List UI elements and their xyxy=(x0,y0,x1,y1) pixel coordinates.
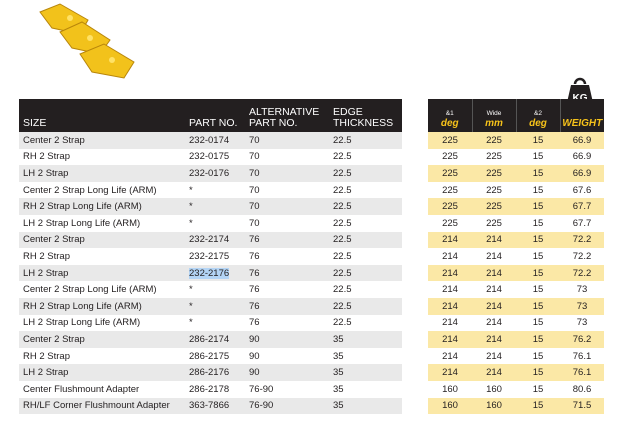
part-no-cell-text: * xyxy=(189,300,193,312)
edge-thickness-cell-text: 22.5 xyxy=(333,267,352,279)
angle2-cell: 15 xyxy=(516,215,560,232)
angle1-cell: 225 xyxy=(428,198,472,215)
size-cell xyxy=(19,348,185,365)
width-cell: 214 xyxy=(472,232,516,249)
alt-part-no-cell xyxy=(245,232,329,249)
table-row xyxy=(19,281,402,298)
alt-part-no-cell-text: 70 xyxy=(249,151,260,163)
angle2-cell: 15 xyxy=(516,398,560,415)
alt-part-no-cell xyxy=(245,149,329,166)
width-cell: 225 xyxy=(472,182,516,199)
edge-thickness-cell-text: 22.5 xyxy=(333,201,352,213)
part-no-cell xyxy=(185,298,245,315)
part-no-cell xyxy=(185,398,245,415)
part-no-cell-text: 232-2175 xyxy=(189,250,230,262)
edge-thickness-cell-text: 35 xyxy=(333,400,344,412)
part-no-cell xyxy=(185,232,245,249)
angle1-cell: 214 xyxy=(428,364,472,381)
size-cell xyxy=(19,215,185,232)
part-no-cell-text: 286-2176 xyxy=(189,367,230,379)
alt-part-no-cell xyxy=(245,132,329,149)
table-row xyxy=(428,364,604,381)
table-row xyxy=(19,132,402,149)
weight-header: WEIGHT xyxy=(560,99,604,132)
alt-part-no-cell xyxy=(245,182,329,199)
width-cell: 214 xyxy=(472,331,516,348)
angle2-cell: 15 xyxy=(516,331,560,348)
weight-cell: 73 xyxy=(560,281,604,298)
edge-thickness-cell-text: 22.5 xyxy=(333,284,352,296)
edge-thickness-cell-text: 35 xyxy=(333,367,344,379)
alt-part-no-cell-text: 76-90 xyxy=(249,383,274,395)
size-cell-text: Center 2 Strap Long Life (ARM) xyxy=(23,184,157,196)
angle1-cell: 225 xyxy=(428,149,472,166)
size-cell xyxy=(19,265,185,282)
part-no-cell-text: 286-2174 xyxy=(189,333,230,345)
edge-thickness-cell-text: 35 xyxy=(333,333,344,345)
part-no-cell-text: 286-2175 xyxy=(189,350,230,362)
angle1-cell: 214 xyxy=(428,315,472,332)
alt-part-no-cell xyxy=(245,165,329,182)
weight-cell: 72.2 xyxy=(560,265,604,282)
edge-thickness-cell-text: 22.5 xyxy=(333,184,352,196)
size-cell xyxy=(19,182,185,199)
table-row xyxy=(428,232,604,249)
part-no-cell xyxy=(185,265,245,282)
alt-part-no-cell-text: 76 xyxy=(249,317,260,329)
weight-cell: 80.6 xyxy=(560,381,604,398)
size-header: SIZE xyxy=(19,99,185,132)
table-row xyxy=(428,398,604,415)
width-header: Wide mm xyxy=(472,99,516,132)
weight-cell: 66.9 xyxy=(560,165,604,182)
alt-part-no-cell xyxy=(245,215,329,232)
size-cell xyxy=(19,248,185,265)
edge-thickness-cell xyxy=(329,398,402,415)
angle2-cell: 15 xyxy=(516,182,560,199)
weight-cell: 73 xyxy=(560,298,604,315)
angle2-cell: 15 xyxy=(516,198,560,215)
part-no-cell-text: * xyxy=(189,284,193,296)
width-cell: 214 xyxy=(472,265,516,282)
angle1-cell: 225 xyxy=(428,182,472,199)
size-cell-text: RH 2 Strap xyxy=(23,151,70,163)
angle1-cell: 214 xyxy=(428,348,472,365)
size-cell-text: LH 2 Strap xyxy=(23,267,69,279)
alt-part-no-cell-text: 76 xyxy=(249,300,260,312)
angle1-cell: 214 xyxy=(428,281,472,298)
size-cell xyxy=(19,364,185,381)
size-cell xyxy=(19,149,185,166)
part-no-cell-text: 232-0175 xyxy=(189,151,230,163)
adapter-product-image xyxy=(30,2,140,87)
size-cell-text: Center Flushmount Adapter xyxy=(23,383,140,395)
width-cell: 214 xyxy=(472,298,516,315)
part-no-cell xyxy=(185,215,245,232)
table-row xyxy=(19,215,402,232)
table-row xyxy=(19,248,402,265)
table-row xyxy=(19,198,402,215)
width-cell: 214 xyxy=(472,364,516,381)
weight-cell: 67.6 xyxy=(560,182,604,199)
table-row xyxy=(428,331,604,348)
angle2-cell: 15 xyxy=(516,315,560,332)
angle2-cell: 15 xyxy=(516,265,560,282)
edge-thickness-cell-text: 35 xyxy=(333,383,344,395)
weight-cell: 76.1 xyxy=(560,364,604,381)
edge-thickness-cell xyxy=(329,198,402,215)
table-row xyxy=(19,265,402,282)
angle1-cell: 225 xyxy=(428,132,472,149)
width-cell: 225 xyxy=(472,198,516,215)
weight-cell: 72.2 xyxy=(560,248,604,265)
size-cell xyxy=(19,398,185,415)
size-cell xyxy=(19,331,185,348)
alt-part-no-cell xyxy=(245,298,329,315)
size-cell xyxy=(19,298,185,315)
angle1-cell: 160 xyxy=(428,381,472,398)
part-no-cell xyxy=(185,132,245,149)
angle2-cell: 15 xyxy=(516,381,560,398)
part-no-cell xyxy=(185,248,245,265)
part-no-cell-text: 232-0174 xyxy=(189,134,230,146)
weight-cell: 66.9 xyxy=(560,132,604,149)
part-no-cell-text: 286-2178 xyxy=(189,383,230,395)
table-row xyxy=(19,398,402,415)
table-row xyxy=(428,265,604,282)
alt-part-no-cell xyxy=(245,381,329,398)
edge-thickness-cell-text: 22.5 xyxy=(333,217,352,229)
table-row xyxy=(19,165,402,182)
size-cell-text: Center 2 Strap Long Life (ARM) xyxy=(23,284,157,296)
part-no-cell-text: 232-0176 xyxy=(189,167,230,179)
table-row xyxy=(19,315,402,332)
angle2-cell: 15 xyxy=(516,132,560,149)
part-no-cell-text: 363-7866 xyxy=(189,400,230,412)
size-cell xyxy=(19,232,185,249)
weight-cell: 67.7 xyxy=(560,198,604,215)
width-cell: 225 xyxy=(472,132,516,149)
weight-cell: 76.1 xyxy=(560,348,604,365)
angle2-cell: 15 xyxy=(516,149,560,166)
part-no-cell xyxy=(185,198,245,215)
width-cell: 225 xyxy=(472,149,516,166)
table-row xyxy=(19,298,402,315)
edge-thickness-header: EDGE THICKNESS xyxy=(329,99,402,132)
table-row xyxy=(428,132,604,149)
table-row xyxy=(19,232,402,249)
size-cell xyxy=(19,381,185,398)
edge-thickness-cell-text: 22.5 xyxy=(333,317,352,329)
weight-cell: 73 xyxy=(560,315,604,332)
alt-part-no-cell xyxy=(245,265,329,282)
table-row xyxy=(428,381,604,398)
angle1-cell: 214 xyxy=(428,248,472,265)
edge-thickness-cell-text: 35 xyxy=(333,350,344,362)
dimensions-table xyxy=(428,99,604,414)
table-row xyxy=(19,149,402,166)
table-row xyxy=(428,281,604,298)
edge-thickness-cell xyxy=(329,281,402,298)
angle1-cell: 214 xyxy=(428,298,472,315)
size-cell-text: Center 2 Strap xyxy=(23,333,85,345)
width-cell: 225 xyxy=(472,165,516,182)
angle1-header: &1 deg xyxy=(428,99,472,132)
part-no-cell xyxy=(185,165,245,182)
part-no-cell xyxy=(185,281,245,298)
table-row xyxy=(428,248,604,265)
size-cell-text: LH 2 Strap xyxy=(23,367,69,379)
edge-thickness-cell xyxy=(329,149,402,166)
edge-thickness-cell xyxy=(329,232,402,249)
table-row xyxy=(19,331,402,348)
part-no-cell xyxy=(185,315,245,332)
part-no-cell xyxy=(185,381,245,398)
edge-thickness-cell-text: 22.5 xyxy=(333,151,352,163)
width-cell: 160 xyxy=(472,398,516,415)
table-row xyxy=(428,198,604,215)
table-row xyxy=(19,381,402,398)
table-row xyxy=(428,215,604,232)
alt-part-no-cell-text: 76 xyxy=(249,267,260,279)
edge-thickness-cell xyxy=(329,348,402,365)
width-cell: 225 xyxy=(472,215,516,232)
part-no-cell xyxy=(185,149,245,166)
alt-part-no-cell-text: 90 xyxy=(249,350,260,362)
table-row xyxy=(428,298,604,315)
edge-thickness-cell-text: 22.5 xyxy=(333,234,352,246)
alt-part-no-cell xyxy=(245,364,329,381)
size-cell xyxy=(19,198,185,215)
width-cell: 214 xyxy=(472,281,516,298)
alt-part-no-cell-text: 70 xyxy=(249,201,260,213)
part-no-cell-text: * xyxy=(189,184,193,196)
angle1-cell: 214 xyxy=(428,331,472,348)
size-cell-text: RH 2 Strap xyxy=(23,250,70,262)
size-cell xyxy=(19,315,185,332)
weight-cell: 67.7 xyxy=(560,215,604,232)
part-no-cell-text: 232-2174 xyxy=(189,234,230,246)
alt-part-no-cell xyxy=(245,348,329,365)
angle2-header: &2 deg xyxy=(516,99,560,132)
angle2-cell: 15 xyxy=(516,232,560,249)
part-no-cell-text: * xyxy=(189,217,193,229)
alt-part-no-cell-text: 70 xyxy=(249,217,260,229)
size-cell-text: LH 2 Strap Long Life (ARM) xyxy=(23,217,141,229)
part-no-header: PART NO. xyxy=(185,99,245,132)
edge-thickness-cell-text: 22.5 xyxy=(333,300,352,312)
size-cell-text: RH 2 Strap Long Life (ARM) xyxy=(23,300,142,312)
alt-part-no-cell xyxy=(245,315,329,332)
part-no-cell-text: 232-2176 xyxy=(189,267,230,279)
angle1-cell: 214 xyxy=(428,232,472,249)
part-no-cell xyxy=(185,364,245,381)
weight-cell: 71.5 xyxy=(560,398,604,415)
size-cell xyxy=(19,281,185,298)
angle1-cell: 160 xyxy=(428,398,472,415)
edge-thickness-cell xyxy=(329,165,402,182)
part-no-cell-text: * xyxy=(189,201,193,213)
edge-thickness-cell xyxy=(329,315,402,332)
weight-cell: 66.9 xyxy=(560,149,604,166)
table-row xyxy=(19,364,402,381)
alt-part-no-cell xyxy=(245,198,329,215)
edge-thickness-cell-text: 22.5 xyxy=(333,250,352,262)
size-cell-text: Center 2 Strap xyxy=(23,234,85,246)
weight-cell: 76.2 xyxy=(560,331,604,348)
width-cell: 214 xyxy=(472,348,516,365)
size-cell-text: LH 2 Strap xyxy=(23,167,69,179)
size-cell-text: Center 2 Strap xyxy=(23,134,85,146)
parts-table xyxy=(19,99,402,414)
edge-thickness-cell-text: 22.5 xyxy=(333,134,352,146)
table-row xyxy=(428,182,604,199)
angle2-cell: 15 xyxy=(516,298,560,315)
part-no-cell-text: * xyxy=(189,317,193,329)
part-no-cell xyxy=(185,182,245,199)
width-cell: 214 xyxy=(472,248,516,265)
alt-part-no-cell xyxy=(245,281,329,298)
table-row xyxy=(19,182,402,199)
edge-thickness-cell xyxy=(329,182,402,199)
table-row xyxy=(428,149,604,166)
angle2-cell: 15 xyxy=(516,281,560,298)
table-row xyxy=(19,348,402,365)
alt-part-no-cell-text: 76 xyxy=(249,250,260,262)
size-cell-text: LH 2 Strap Long Life (ARM) xyxy=(23,317,141,329)
size-cell-text: RH 2 Strap xyxy=(23,350,70,362)
alt-part-no-cell-text: 76 xyxy=(249,284,260,296)
edge-thickness-cell xyxy=(329,215,402,232)
alt-part-no-header: ALTERNATIVE PART NO. xyxy=(245,99,329,132)
alt-part-no-cell xyxy=(245,331,329,348)
angle2-cell: 15 xyxy=(516,364,560,381)
angle1-cell: 225 xyxy=(428,165,472,182)
edge-thickness-cell xyxy=(329,265,402,282)
table-row xyxy=(428,348,604,365)
edge-thickness-cell xyxy=(329,248,402,265)
width-cell: 214 xyxy=(472,315,516,332)
edge-thickness-cell xyxy=(329,364,402,381)
angle2-cell: 15 xyxy=(516,348,560,365)
width-cell: 160 xyxy=(472,381,516,398)
edge-thickness-cell xyxy=(329,132,402,149)
edge-thickness-cell xyxy=(329,331,402,348)
size-cell-text: RH 2 Strap Long Life (ARM) xyxy=(23,201,142,213)
edge-thickness-cell xyxy=(329,381,402,398)
alt-part-no-cell-text: 76-90 xyxy=(249,400,274,412)
edge-thickness-cell xyxy=(329,298,402,315)
size-cell xyxy=(19,132,185,149)
alt-part-no-cell-text: 90 xyxy=(249,367,260,379)
alt-part-no-cell-text: 76 xyxy=(249,234,260,246)
size-cell xyxy=(19,165,185,182)
alt-part-no-cell xyxy=(245,248,329,265)
table-row xyxy=(428,315,604,332)
alt-part-no-cell-text: 70 xyxy=(249,134,260,146)
alt-part-no-cell-text: 90 xyxy=(249,333,260,345)
angle1-cell: 225 xyxy=(428,215,472,232)
edge-thickness-cell-text: 22.5 xyxy=(333,167,352,179)
alt-part-no-cell xyxy=(245,398,329,415)
alt-part-no-cell-text: 70 xyxy=(249,167,260,179)
part-no-cell xyxy=(185,348,245,365)
angle2-cell: 15 xyxy=(516,248,560,265)
table-row xyxy=(428,165,604,182)
size-cell-text: RH/LF Corner Flushmount Adapter xyxy=(23,400,170,412)
alt-part-no-cell-text: 70 xyxy=(249,184,260,196)
part-no-cell xyxy=(185,331,245,348)
angle2-cell: 15 xyxy=(516,165,560,182)
weight-cell: 72.2 xyxy=(560,232,604,249)
angle1-cell: 214 xyxy=(428,265,472,282)
